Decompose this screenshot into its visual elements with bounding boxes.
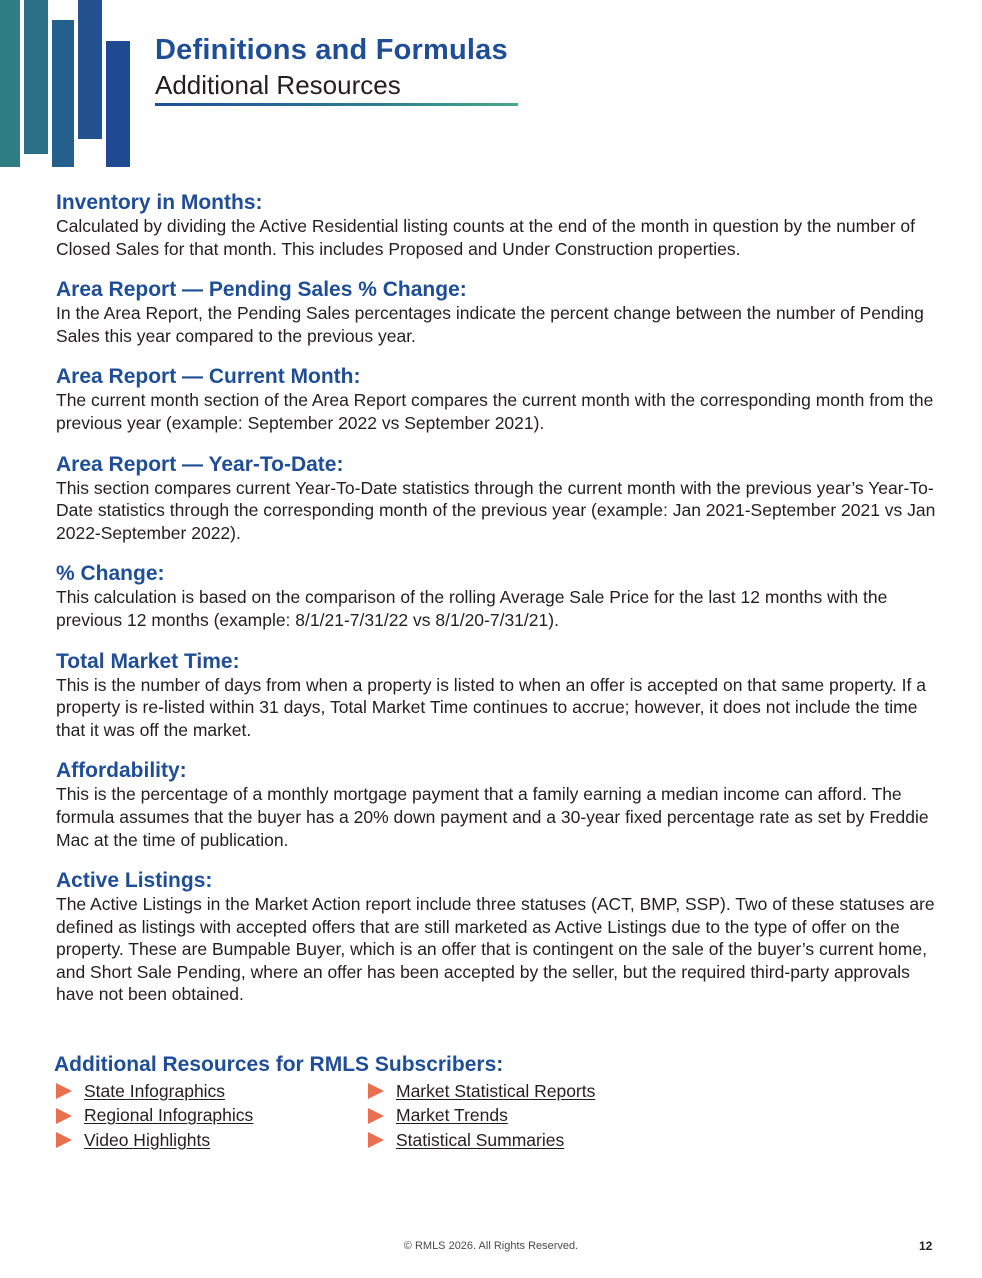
definition-percent-change — [56, 561, 936, 631]
definition-body: This is the percentage of a monthly mortgage payment that a family earning a median income can afford. The formula assumes that the buyer has a 20% down payment and a 30-year fixed percentage rate as set by Freddie Mac at the time of publication. — [56, 784, 929, 850]
page-subtitle: Additional Resources — [155, 70, 401, 100]
definition-body: The current month section of the Area Report compares the current month with the corresponding month from the previous year (example: September 2022 vs September 2021). — [56, 390, 934, 433]
footer-copyright: © RMLS 2026. All Rights Reserved. — [403, 1240, 579, 1252]
definition-affordability — [56, 758, 936, 851]
page-title: Definitions and Formulas — [155, 34, 508, 66]
definition-year-to-date — [56, 452, 936, 545]
definition-body: This is the number of days from when a property is listed to when an offer is accepted on that same property. If a property is re-listed within 31 days, Total Market Time continues to accrue; however, it does not include the time that it was off the market. — [56, 674, 926, 740]
resource-item — [54, 1104, 366, 1129]
resource-item — [54, 1128, 366, 1153]
statistical-summaries-link[interactable]: Statistical Summaries — [396, 1129, 565, 1150]
definition-heading: Area Report — Pending Sales % Change: — [56, 278, 467, 302]
definition-body: This calculation is based on the comparison of the rolling Average Sale Price for the last 12 months with the previous 12 months (example: 8/1/21-7/31/22 vs 8/1/20-7/31/21). — [56, 587, 888, 630]
title-underline — [155, 103, 518, 106]
arrow-right-icon — [56, 1083, 72, 1099]
resource-item — [366, 1104, 678, 1129]
market-trends-link[interactable]: Market Trends — [396, 1105, 508, 1126]
resources-heading: Additional Resources for RMLS Subscribers: — [54, 1053, 504, 1076]
resources-column-right — [366, 1079, 678, 1153]
decorative-bar — [24, 0, 48, 154]
definition-body: Calculated by dividing the Active Residential listing counts at the end of the month in question by the number of Closed Sales for that month. This includes Proposed and Under Construction properties. — [56, 216, 915, 259]
definitions-list — [56, 190, 936, 1023]
state-infographics-link[interactable]: State Infographics — [84, 1080, 226, 1101]
definition-heading: Total Market Time: — [56, 649, 240, 673]
definition-current-month — [56, 364, 936, 434]
definition-inventory-in-months — [56, 190, 936, 260]
video-highlights-link[interactable]: Video Highlights — [84, 1129, 211, 1150]
resources-column-left — [54, 1079, 366, 1153]
page-number: 12 — [919, 1239, 933, 1253]
resources-links — [54, 1079, 754, 1153]
decorative-bars — [0, 0, 132, 168]
market-statistical-reports-link[interactable]: Market Statistical Reports — [396, 1080, 596, 1101]
definition-heading: Affordability: — [56, 759, 187, 783]
decorative-bar — [78, 0, 102, 139]
additional-resources — [54, 1052, 754, 1153]
arrow-right-icon — [56, 1108, 72, 1124]
definition-active-listings — [56, 868, 936, 1006]
definition-heading: % Change: — [56, 562, 165, 586]
resource-item — [366, 1079, 678, 1104]
decorative-bar — [0, 0, 20, 167]
definition-body: In the Area Report, the Pending Sales percentages indicate the percent change between the number of Pending Sales this year compared to the previous year. — [56, 303, 924, 346]
resource-item — [366, 1128, 678, 1153]
definition-heading: Area Report — Current Month: — [56, 365, 361, 389]
arrow-right-icon — [368, 1132, 384, 1148]
decorative-bar — [52, 20, 74, 167]
arrow-right-icon — [56, 1132, 72, 1148]
arrow-right-icon — [368, 1083, 384, 1099]
definition-body: This section compares current Year-To-Date statistics through the current month with the previous year’s Year-To-Date statistics through the corresponding month of the previous year (example: Jan 2021-September 2021 vs Jan 2022-September 2022). — [56, 477, 936, 543]
definition-body: The Active Listings in the Market Action report include three statuses (ACT, BMP, SSP). Two of these statuses are defined as listings with accepted offers that are still marketed as Active Listings due to the type of offer on the property. These are Bumpable Buyer, which is an offer that is contingent on the sale of the buyer’s current home, and Short Sale Pending, where an offer has been accepted by the seller, but the required third-party approvals have not been obtained. — [56, 894, 935, 1005]
definition-heading: Area Report — Year-To-Date: — [56, 452, 344, 476]
definition-total-market-time — [56, 649, 936, 742]
decorative-bar — [106, 41, 130, 167]
definition-pending-sales-change — [56, 277, 936, 347]
definition-heading: Active Listings: — [56, 869, 213, 893]
definition-heading: Inventory in Months: — [56, 191, 263, 214]
resource-item — [54, 1079, 366, 1104]
arrow-right-icon — [368, 1108, 384, 1124]
regional-infographics-link[interactable]: Regional Infographics — [84, 1105, 254, 1126]
